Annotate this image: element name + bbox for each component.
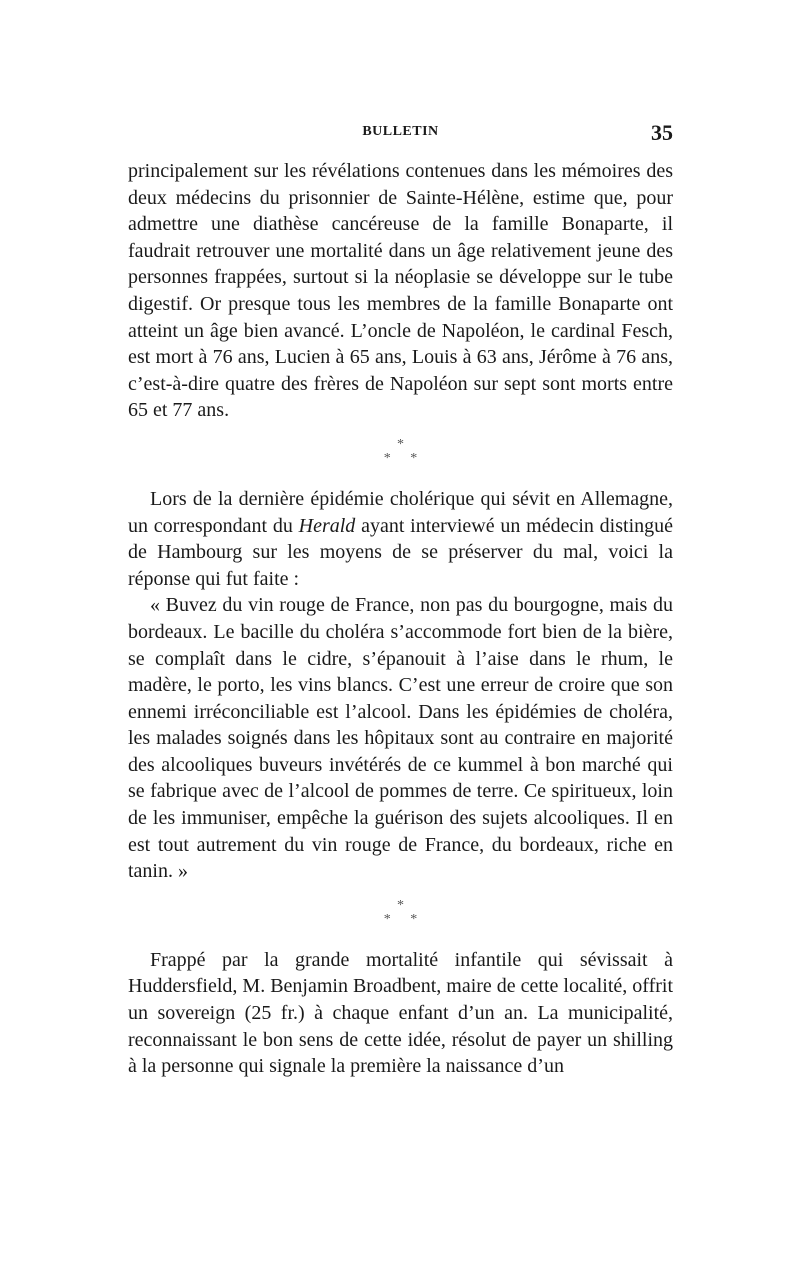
body-text (128, 158, 673, 1080)
running-head (128, 120, 673, 144)
separator-stars-bottom: * * (383, 911, 426, 927)
separator-star-top: * (397, 436, 404, 452)
newspaper-title: Herald (298, 514, 356, 537)
section-separator (128, 899, 673, 927)
paragraph-huddersfield: Frappé par la grande mortalité infantile qui sévissait à Huddersfield, M. Benjamin Broadbent, maire de cette localité, offrit un sovereign (25 fr.) à chaque enfant d’un an. La municipalité, reconnaissant le bon sens de cette idée, résolut de payer un shilling à la personne qui signale la première la naissance d’un (128, 948, 674, 1078)
separator-star-top: * (397, 897, 404, 913)
paragraph-cholera-text-1: Lors de la dernière épidémie cholérique qui sévit en Allemagne, un correspondant du (128, 487, 673, 537)
paragraph-bonaparte: principalement sur les révélations contenues dans les mémoires des deux médecins du prisonnier de Sainte-Hélène, estime que, pour admettre une diathèse cancéreuse de la famille Bonaparte, il faudrait retrouver une mortalité dans un âge relativement jeune des personnes frappées, surtout si la néoplasie se développe sur le tube digestif. Or presque tous les membres de la famille Bonaparte ont atteint un âge bien avancé. L’oncle de Napoléon, le cardinal Fesch, est mort à 76 ans, Lucien à 65 ans, Louis à 63 ans, Jérôme à 76 ans, c’est-à-dire quatre des frères de Napoléon sur sept sont morts entre 65 et 77 ans. (128, 160, 673, 422)
running-title: BULLETIN (362, 124, 439, 139)
paragraph-quote: « Buvez du vin rouge de France, non pas du bourgogne, mais du bordeaux. Le bacille du choléra s’accommode fort bien de la bière, se complaît dans le cidre, s’épanouit à l’aise dans le rhum, le madère, le porto, les vins blancs. C’est une erreur de croire que son ennemi irréconciliable est l’alcool. Dans les épidémies de choléra, les malades soignés dans les hôpitaux sont au contraire en majorité des alcooliques buveurs invétérés de ce kummel à bon marché qui se fabrique avec de l’alcool de pommes de terre. Ce spiritueux, loin de les immuniser, empêche la guérison des sujets alcooliques. Il en est tout autrement du vin rouge de France, du bordeaux, riche en tanin. » (128, 594, 673, 883)
page-number: 35 (651, 120, 673, 145)
section-separator (128, 438, 673, 466)
separator-stars-bottom: * * (383, 450, 426, 466)
paragraph-cholera-text-2: ayant interviewé un médecin distingué de Hambourg sur les moyens de se préserver du mal, voici la réponse qui fut faite : (128, 514, 673, 590)
paragraph-cholera-intro (128, 486, 673, 592)
